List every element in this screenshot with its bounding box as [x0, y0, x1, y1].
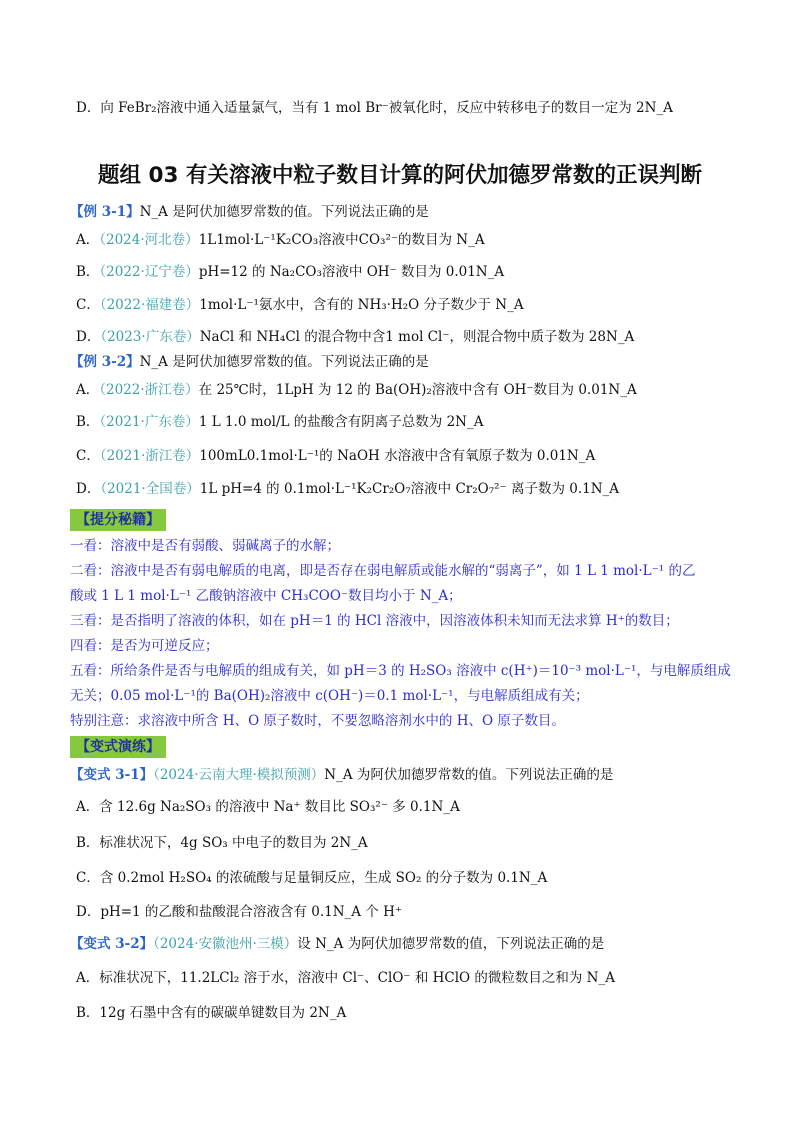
variant-source: （2024·安徽池州·三模） — [153, 936, 298, 952]
stem-text: N_A 是阿伏加德罗常数的值。下列说法正确的是 — [139, 204, 429, 220]
option-source: （2023·广东卷） — [100, 329, 200, 345]
option-text: 100mL0.1mol·L⁻¹的 NaOH 水溶液中含有氧原子数为 0.01N_A — [199, 448, 596, 464]
option-text: 1L1mol·L⁻¹K₂CO₃溶液中CO₃²⁻的数目为 N_A — [198, 232, 485, 248]
tips-line: 特别注意：求溶液中所含 H、O 原子数时，不要忽略溶剂水中的 H、O 原子数目。 — [70, 713, 565, 729]
variant-label: 【变式 3-1】 — [70, 767, 154, 783]
option-text: NaCl 和 NH₄Cl 的混合物中含1 mol Cl⁻，则混合物中质子数为 28N_A — [199, 329, 635, 345]
example-3-2-option-a — [76, 380, 760, 400]
example-3-1-option-a — [76, 230, 760, 250]
option-text: 标准状况下，11.2LCl₂ 溶于水，溶液中 Cl⁻、ClO⁻ 和 HClO 的微粒数目之和为 N_A — [99, 970, 615, 986]
option-letter: D． — [76, 481, 101, 497]
example-label: 【例 3-2】 — [70, 354, 140, 370]
option-source: （2022·辽宁卷） — [99, 264, 199, 280]
tips-line: 二看：溶液中是否有弱电解质的电离，即是否存在弱电解质或能水解的“弱离子”，如 1 L 1 mol·L⁻¹ 的乙 — [70, 563, 696, 579]
variant-3-2-stem — [70, 934, 760, 954]
tips-line: 四看：是否为可逆反应； — [70, 638, 219, 654]
variant-3-2-option-a — [76, 968, 760, 988]
variant-source: （2024·云南大理·模拟预测） — [153, 767, 325, 783]
option-letter: A． — [76, 382, 100, 398]
option-letter: A． — [76, 970, 100, 986]
option-text: 12g 石墨中含有的碳碳单键数目为 2N_A — [99, 1005, 347, 1021]
option-source: （2022·浙江卷） — [99, 382, 199, 398]
option-source: （2021·广东卷） — [99, 414, 199, 430]
option-text: pH=1 的乙酸和盐酸混合溶液含有 0.1N_A 个 H⁺ — [100, 904, 402, 920]
stem-text: N_A 是阿伏加德罗常数的值。下列说法正确的是 — [139, 354, 429, 370]
option-text: 1L pH=4 的 0.1mol·L⁻¹K₂Cr₂O₇溶液中 Cr₂O₇²⁻ 离子数为 0.1N_A — [199, 481, 620, 497]
option-letter: D． — [76, 904, 101, 920]
practice-heading: 【变式演练】 — [70, 736, 166, 758]
top-item: D．向 FeBr₂溶液中通入适量氯气，当有 1 mol Br⁻被氧化时，反应中转移电子的数目一定为 2N_A — [76, 100, 673, 116]
section-title: 题组 03 有关溶液中粒子数目计算的阿伏加德罗常数的正误判断 — [98, 163, 702, 188]
option-text: 含 0.2mol H₂SO₄ 的浓硫酸与足量铜反应，生成 SO₂ 的分子数为 0.1N_A — [99, 870, 548, 886]
variant-3-2-option-b — [76, 1003, 760, 1023]
option-letter: D． — [76, 329, 101, 345]
example-3-1-option-b — [76, 262, 760, 282]
option-text: 含 12.6g Na₂SO₃ 的溶液中 Na⁺ 数目比 SO₃²⁻ 多 0.1N_A — [99, 799, 460, 815]
option-text: 1 L 1.0 mol/L 的盐酸含有阴离子总数为 2N_A — [198, 414, 484, 430]
variant-3-1-stem — [70, 765, 760, 785]
option-letter: C． — [76, 448, 100, 464]
option-source: （2022·福建卷） — [99, 297, 200, 313]
option-letter: B． — [76, 414, 100, 430]
tips-line: 无关；0.05 mol·L⁻¹的 Ba(OH)₂溶液中 c(OH⁻)＝0.1 mol·L⁻¹，与电解质组成有关； — [70, 688, 589, 704]
variant-3-1-option-d — [76, 902, 760, 922]
option-source: （2021·浙江卷） — [99, 448, 200, 464]
option-text: 在 25℃时，1LpH 为 12 的 Ba(OH)₂溶液中含有 OH⁻数目为 0.01N_A — [198, 382, 637, 398]
tips-line: 酸或 1 L 1 mol·L⁻¹ 乙酸钠溶液中 CH₃COO⁻数目均小于 N_A； — [70, 588, 462, 604]
option-letter: C． — [76, 870, 100, 886]
variant-3-1-option-b — [76, 833, 760, 853]
tips-line: 五看：所给条件是否与电解质的组成有关，如 pH＝3 的 H₂SO₃ 溶液中 c(H⁺)＝10⁻³ mol·L⁻¹，与电解质组成 — [70, 663, 731, 679]
option-letter: B． — [76, 1005, 100, 1021]
stem-text: N_A 为阿伏加德罗常数的值。下列说法正确的是 — [324, 767, 614, 783]
example-3-2-stem — [70, 352, 760, 372]
example-3-1-stem — [70, 202, 760, 222]
tips-line: 一看：溶液中是否有弱酸、弱碱离子的水解； — [70, 538, 340, 554]
tips-heading: 【提分秘籍】 — [70, 509, 166, 531]
variant-3-1-option-c — [76, 868, 760, 888]
option-letter: B． — [76, 835, 100, 851]
example-3-2-option-c — [76, 446, 760, 466]
example-3-2-option-d — [76, 479, 760, 499]
option-source: （2021·全国卷） — [100, 481, 200, 497]
option-text: 1mol·L⁻¹氨水中，含有的 NH₃·H₂O 分子数少于 N_A — [199, 297, 524, 313]
option-text: 标准状况下，4g SO₃ 中电子的数目为 2N_A — [99, 835, 368, 851]
option-letter: A． — [76, 232, 100, 248]
variant-3-1-option-a — [76, 797, 760, 817]
example-3-2-option-b — [76, 412, 760, 432]
tips-line: 三看：是否指明了溶液的体积，如在 pH＝1 的 HCl 溶液中，因溶液体积未知而无法求算 H⁺的数目； — [70, 613, 679, 629]
option-letter: A． — [76, 799, 100, 815]
stem-text: 设 N_A 为阿伏加德罗常数的值，下列说法正确的是 — [297, 936, 605, 952]
example-3-1-option-c — [76, 295, 760, 315]
option-text: pH=12 的 Na₂CO₃溶液中 OH⁻ 数目为 0.01N_A — [198, 264, 505, 280]
variant-label: 【变式 3-2】 — [70, 936, 154, 952]
option-letter: C． — [76, 297, 100, 313]
option-letter: B． — [76, 264, 100, 280]
option-source: （2024·河北卷） — [99, 232, 199, 248]
example-3-1-option-d — [76, 327, 760, 347]
example-label: 【例 3-1】 — [70, 204, 140, 220]
